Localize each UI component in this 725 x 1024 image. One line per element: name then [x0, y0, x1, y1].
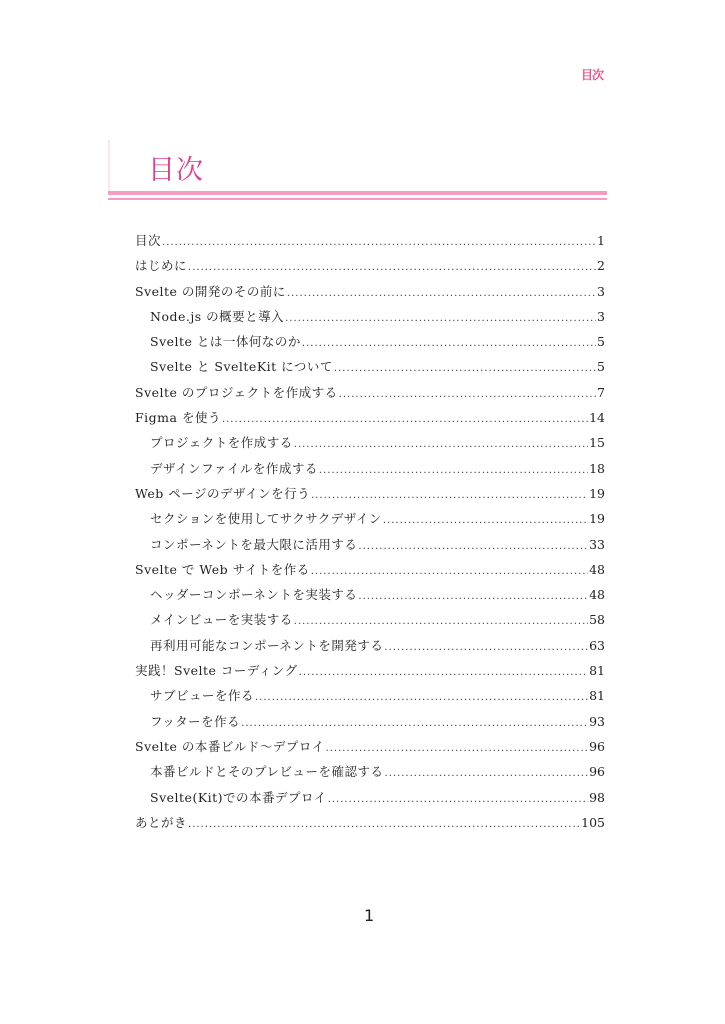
- toc-entry[interactable]: [135, 307, 605, 332]
- toc-entry-page: 5: [597, 334, 605, 350]
- dot-leader: [162, 233, 596, 253]
- toc-entry-page: 93: [589, 713, 605, 729]
- toc-entry[interactable]: [135, 509, 605, 534]
- dot-leader: [255, 688, 588, 708]
- toc-entry-title: Svelte とは一体何なのか: [150, 334, 301, 350]
- dot-leader: [285, 309, 596, 329]
- dot-leader: [287, 284, 596, 304]
- toc-entry-page: 19: [589, 511, 605, 527]
- dot-leader: [383, 511, 588, 531]
- toc-entry-page: 1: [597, 233, 605, 248]
- toc-entry[interactable]: [135, 788, 605, 813]
- title-rule-thin: [108, 198, 607, 200]
- toc-entry-page: 18: [589, 460, 605, 476]
- toc-entry-page: 48: [589, 561, 605, 577]
- dot-leader: [222, 410, 588, 430]
- toc-entry-page: 105: [581, 814, 605, 830]
- toc-entry[interactable]: [135, 636, 605, 661]
- toc-entry-title: デザインファイルを作成する: [150, 460, 318, 476]
- toc-entry-title: はじめに: [135, 258, 188, 274]
- toc-entry-title: セクションを使用してサクサクデザイン: [150, 511, 382, 527]
- dot-leader: [311, 486, 588, 506]
- chapter-title: 目次: [148, 155, 204, 186]
- running-head: 目次: [581, 68, 604, 82]
- toc-entry-title: ヘッダーコンポーネントを実装する: [150, 587, 358, 603]
- toc-entry[interactable]: [135, 813, 605, 838]
- dot-leader: [334, 359, 596, 379]
- toc-entry[interactable]: [135, 535, 605, 560]
- dot-leader: [326, 739, 589, 759]
- toc-entry[interactable]: [135, 585, 605, 610]
- toc-entry-page: 48: [589, 587, 605, 603]
- title-rule-thick: [108, 191, 607, 195]
- toc-entry-title: Node.js の概要と導入: [150, 308, 285, 324]
- toc-entry-page: 96: [589, 738, 605, 754]
- toc-entry-page: 14: [589, 410, 605, 426]
- dot-leader: [328, 790, 588, 810]
- dot-leader: [339, 385, 596, 405]
- toc-entry-title: 本番ビルドとそのプレビューを確認する: [150, 764, 384, 780]
- table-of-contents: [135, 231, 605, 838]
- toc-entry[interactable]: [135, 332, 605, 357]
- toc-entry-title: あとがき: [135, 814, 188, 830]
- toc-entry[interactable]: [135, 383, 605, 408]
- dot-leader: [299, 663, 588, 683]
- toc-entry[interactable]: [135, 433, 605, 458]
- toc-entry-page: 81: [589, 688, 605, 704]
- toc-entry-page: 98: [589, 789, 605, 805]
- toc-entry-title: フッターを作る: [150, 713, 241, 729]
- toc-entry[interactable]: [135, 484, 605, 509]
- toc-entry-title: Figma を使う: [135, 410, 221, 426]
- toc-entry-title: プロジェクトを作成する: [150, 435, 293, 451]
- toc-entry-page: 33: [589, 536, 605, 552]
- toc-entry[interactable]: [135, 610, 605, 635]
- toc-entry-page: 15: [589, 435, 605, 451]
- toc-entry-title: メインビューを実装する: [150, 612, 293, 628]
- dot-leader: [319, 461, 588, 481]
- side-mark: [108, 140, 110, 192]
- toc-entry-title: Svelte と SvelteKit について: [150, 359, 333, 375]
- toc-entry-title: コンポーネントを最大限に活用する: [150, 536, 358, 552]
- toc-entry-title: 実践！Svelte コーディング: [135, 663, 298, 679]
- dot-leader: [385, 764, 589, 784]
- toc-entry[interactable]: [135, 686, 605, 711]
- toc-entry[interactable]: [135, 231, 605, 256]
- toc-entry-page: 2: [597, 258, 605, 274]
- dot-leader: [294, 612, 588, 632]
- toc-entry-title: Svelte で Web サイトを作る: [135, 561, 310, 577]
- toc-entry-title: Svelte の開発のその前に: [135, 283, 286, 299]
- dot-leader: [384, 638, 588, 658]
- toc-entry[interactable]: [135, 357, 605, 382]
- toc-entry-page: 63: [589, 637, 605, 653]
- dot-leader: [358, 587, 588, 607]
- toc-entry[interactable]: [135, 762, 605, 787]
- toc-entry[interactable]: [135, 661, 605, 686]
- toc-entry-title: 目次: [135, 233, 162, 248]
- toc-entry-title: Web ページのデザインを行う: [135, 485, 311, 501]
- toc-entry-page: 81: [589, 663, 605, 679]
- toc-entry[interactable]: [135, 282, 605, 307]
- toc-entry-title: 再利用可能なコンポーネントを開発する: [150, 637, 384, 653]
- toc-entry-page: 19: [589, 485, 605, 501]
- dot-leader: [311, 562, 588, 582]
- dot-leader: [188, 815, 580, 835]
- dot-leader: [188, 258, 596, 278]
- toc-entry[interactable]: [135, 712, 605, 737]
- toc-entry[interactable]: [135, 256, 605, 281]
- dot-leader: [294, 435, 588, 455]
- toc-entry[interactable]: [135, 560, 605, 585]
- toc-entry-page: 7: [597, 384, 605, 400]
- toc-entry-title: Svelte のプロジェクトを作成する: [135, 384, 338, 400]
- toc-entry-title: サブビューを作る: [150, 688, 255, 704]
- toc-entry-page: 96: [589, 764, 605, 780]
- dot-leader: [358, 537, 588, 557]
- toc-entry-title: Svelte(Kit)での本番デプロイ: [150, 789, 327, 805]
- dot-leader: [302, 334, 596, 354]
- toc-entry[interactable]: [135, 737, 605, 762]
- toc-entry[interactable]: [135, 408, 605, 433]
- page-number: 1: [364, 906, 375, 925]
- dot-leader: [241, 714, 588, 734]
- toc-entry-page: 5: [597, 359, 605, 375]
- toc-entry[interactable]: [135, 459, 605, 484]
- toc-entry-page: 3: [597, 308, 605, 324]
- toc-entry-title: Svelte の本番ビルド〜デプロイ: [135, 738, 325, 754]
- toc-entry-page: 3: [597, 283, 605, 299]
- toc-entry-page: 58: [589, 612, 605, 628]
